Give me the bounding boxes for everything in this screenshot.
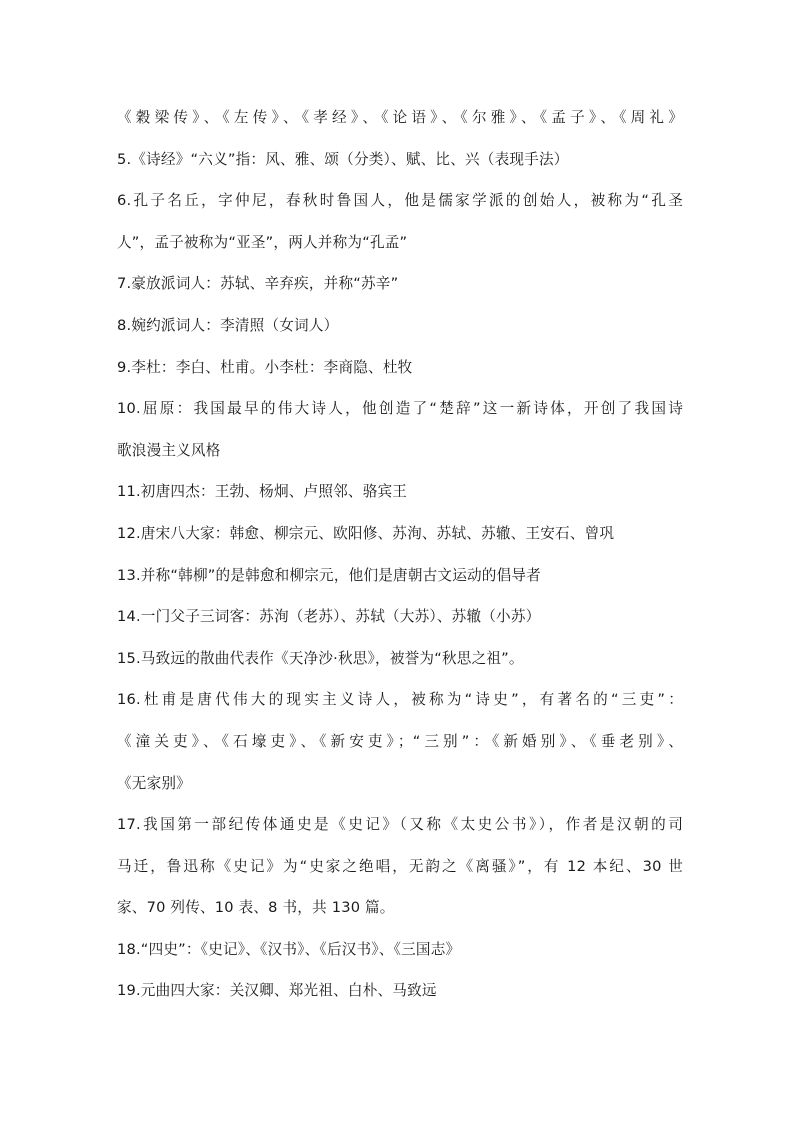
text-line: 11.初唐四杰：王勃、杨炯、卢照邻、骆宾王 — [117, 483, 408, 501]
text-line: 7.豪放派词人：苏轼、辛弃疾，并称“苏辛” — [117, 275, 399, 293]
text-line: 19.元曲四大家：关汉卿、郑光祖、白朴、马致远 — [117, 982, 437, 1000]
text-line: 8.婉约派词人：李清照（女词人） — [117, 316, 339, 334]
text-line: 9.李杜：李白、杜甫。小李杜：李商隐、杜牧 — [117, 358, 413, 376]
text-line: 家、70 列传、10 表、8 书，共 130 篇。 — [117, 899, 395, 917]
text-line: 歌浪漫主义风格 — [117, 441, 221, 459]
text-line: 人”，孟子被称为“亚圣”，两人并称为“孔孟” — [117, 233, 408, 251]
text-line: 13.并称“韩柳”的是韩愈和柳宗元，他们是唐朝古文运动的倡导者 — [117, 566, 541, 584]
text-line: 15.马致远的散曲代表作《天净沙·秋思》，被誉为“秋思之祖”。 — [117, 649, 524, 667]
text-line: 《穀梁传》、《左传》、《孝经》、《论语》、《尔雅》、《孟子》、《周礼》 — [117, 109, 683, 126]
text-line: 5.《诗经》“六义”指：风、雅、颂（分类）、赋、比、兴（表现手法） — [117, 150, 569, 168]
text-line: 16.杜甫是唐代伟大的现实主义诗人，被称为“诗史”，有著名的“三吏”： — [117, 691, 683, 709]
text-line: 18.“四史”：《史记》、《汉书》、《后汉书》、《三国志》 — [117, 940, 461, 958]
text-line: 17.我国第一部纪传体通史是《史记》（又称《太史公书》），作者是汉朝的司 — [117, 816, 683, 834]
text-line: 6.孔子名丘，字仲尼，春秋时鲁国人，他是儒家学派的创始人，被称为“孔圣 — [117, 192, 683, 210]
text-line: 12.唐宋八大家：韩愈、柳宗元、欧阳修、苏洵、苏轼、苏辙、王安石、曾巩 — [117, 524, 615, 542]
text-line: 14.一门父子三词客：苏洵（老苏）、苏轼（大苏）、苏辙（小苏） — [117, 608, 541, 626]
text-line: 10.屈原：我国最早的伟大诗人，他创造了“楚辞”这一新诗体，开创了我国诗 — [117, 400, 683, 418]
text-line: 《无家别》 — [117, 774, 191, 792]
text-line: 马迁，鲁迅称《史记》为“史家之绝唱，无韵之《离骚》”，有 12 本纪、30 世 — [117, 857, 683, 875]
text-line: 《潼关吏》、《石壕吏》、《新安吏》；“三别”：《新婚别》、《垂老别》、 — [117, 732, 683, 750]
document-body — [117, 103, 683, 1018]
